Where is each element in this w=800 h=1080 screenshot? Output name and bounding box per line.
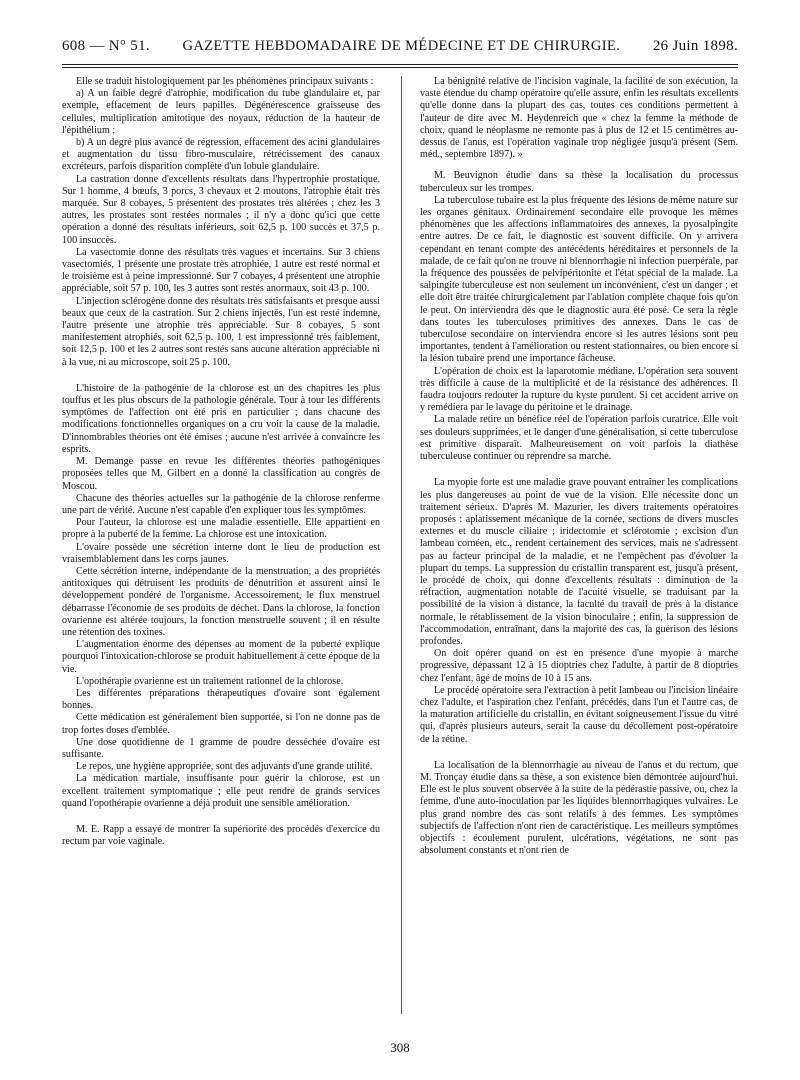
paragraph: M. Demange passe en revue les différentes théories pathogéniques proposées telles que M. Gilbert en a donné la classification au congrès de Moscou. [62, 456, 380, 492]
paragraph: L'histoire de la pathogénie de la chlorose est un des chapitres les plus touffus et les plus obscurs de la pathologie générale. Tour à tour les différents symptômes de l'affection ont été pris en particulier ; dans chacune des modifications fonctionnelles organiques on a cru voir la cause de la maladie. D'innombrables théories ont été émises ; aucune n'est arrivée à convaincre les esprits. [62, 382, 380, 455]
running-header [62, 38, 738, 64]
paragraph: L'injection sclérogène donne des résultats très satisfaisants et presque aussi beaux que ceux de la castration. Sur 2 chiens injectés, l'un est resté indemne, l'autre présente une atrophie très appréciable. Sur 8 cobayes, 5 sont manifestement atrophiés, soit 62,5 p. 100, 1 est impressionné très faiblement, soit 12,5 p. 100 et les 2 autres sont restés sans aucune altération appréciable ni à la vue, ni au microscope, soit 25 p. 100. [62, 295, 380, 368]
paragraph: M. Beuvignon étudie dans sa thèse la localisation du processus tuberculeux sur les trompes. [420, 170, 738, 194]
paragraph: Elle se traduit histologiquement par les phénomènes principaux suivants : [76, 76, 374, 87]
paragraph: La localisation de la blennorrhagie au niveau de l'anus et du rectum, que M. Tronçay étudie dans sa thèse, a son existence bien démontrée aujourd'hui. Elle est le plus souvent observée à la suite de la pédérastie passive, ou, chez la femme, d'une auto-inoculation par les liquides blennorrhagiques vulvaires. Le plus grand nombre des cas sont relatifs à des femmes. Les symptômes subjectifs de l'affection n'ont rien de caractéristique. Les meilleurs symptômes objectifs : écoulement purulent, ulcérations, végétations, ne sont pas absolument constants et n'ont rien de [420, 759, 738, 857]
paragraph: La castration donne d'excellents résultats dans l'hypertrophie prostatique. Sur 1 homme, 4 bœufs, 3 porcs, 3 chevaux et 2 moutons, l'atrophie était très marquée. Sur 8 cobayes, 5 présentent des prostates très altérées ; chez les 3 autres, les prostates sont restées normales ; il n'y a donc qu'ici que cette opération a donné des résultats inférieurs, soit 62,5 p. 100 succès et 37,5 p. 100 insuccès. [62, 173, 380, 246]
page-folio: 308 [390, 1040, 410, 1055]
paragraph: Pour l'auteur, la chlorose est une maladie essentielle. Elle appartient en propre à la puberté de la femme. La chlorose est une intoxication. [62, 517, 380, 541]
header-rule-top [62, 64, 738, 65]
paragraph: b) A un degré plus avancé de régression, effacement des acini glandulaires et augmentation du tissu fibro-musculaire, rétrécissement des canaux excréteurs, parfois disparition complète d'un lobule glandulaire. [62, 137, 380, 173]
paragraph: Une dose quotidienne de 1 gramme de poudre desséchée d'ovaire est suffisante. [62, 736, 380, 760]
paragraph: Le repos, une hygiène appropriée, sont des adjuvants d'une grande utilité. [76, 761, 373, 773]
page-number: 608 — N° 51. [62, 38, 150, 54]
paragraph: M. E. Rapp a essayé de montrer la supériorité des procédés d'exercice du rectum par voie vaginale. [62, 823, 380, 848]
paragraph: Les différentes préparations thérapeutiques d'ovaire sont également bonnes. [62, 687, 380, 712]
paragraph: Cette médication est généralement bien supportée, si l'on ne donne pas de trop fortes doses d'emblée. [62, 712, 380, 736]
left-column [62, 76, 380, 848]
paragraph: L'opothérapie ovarienne est un traitement rationnel de la chlorose. [76, 675, 344, 687]
paragraph: La tuberculose tubaire est la plus fréquente des lésions de même nature sur les organes génitaux. Ordinairement secondaire elle provoque les mêmes phénomènes que les affections inflammatoires des annexes, la pyosalpingite entre autres. De ce fait, le diagnostic est souvent difficile. On y arrivera cependant en tenant compte des antécédents héréditaires et personnels de la malade, de ce fait qu'on ne trouve ni blennorrhagie ni infection puerpérale, par la fréquence des poussées de pelvipéritonite et l'état spécial de la malade. La salpingite tuberculeuse est non seulement un inconvénient, c'est un danger ; et elle doit être traitée chirurgicalement par l'ablation complète chaque fois qu'on le peut. On interviendra dès que le diagnostic aura été posé. Ce sera la règle dans toutes les tuberculoses primitives des annexes. Dans le cas de tuberculose secondaire on interviendra encore si les autres lésions sont peu importantes, tendent à l'amélioration ou restent stationnaires, ou bien encore si la lésion tubaire prend une importance fâcheuse. [420, 194, 738, 365]
paragraph: Cette sécrétion interne, indépendante de la menstruation, a des propriétés antitoxiques qui détruisent les produits de dénutrition et assurent ainsi le développement pondéré de l'organisme. Accessoirement, le flux menstruel débarrasse l'économie de ses produits de déchet. Dans la chlorose, la fonction ovarienne est altérée toujours, la fonction menstruelle souvent ; il en résulte une rétention des toxines. [62, 565, 380, 638]
paragraph: a) A un faible degré d'atrophie, modification du tube glandulaire et, par exemple, effacement de leurs papilles. Dégénérescence graisseuse des cellules, multiplication amitotique des noyaux, réduction de la hauteur de l'épithélium ; [62, 88, 380, 136]
paragraph: On doit opérer quand on est en présence d'une myopie à marche progressive, dépassant 12 à 15 dioptries chez l'adulte, à partir de 8 dioptries chez l'enfant, âgé de moins de 10 à 15 ans. [420, 648, 738, 684]
paragraph: La médication martiale, insuffisante pour guérir la chlorose, est un excellent traitement symptomatique ; elle peut rendre de grands services quand l'opothérapie ovarienne a déjà produit une sensible amélioration. [62, 773, 380, 809]
header-rule-bottom [62, 67, 738, 68]
paragraph: L'opération de choix est la laparotomie médiane. L'opération sera souvent très difficile à cause de la multiplicité et de la résistance des adhérences. Il faudra toujours redouter la rupture du kyste purulent. Si cet accident arrive on y remédiera par le lavage du péritoine et le drainage. [420, 365, 738, 414]
paragraph: La vasectomie donne des résultats très vagues et incertains. Sur 3 chiens vasectomiés, 1 présente une prostate très atrophiée, 1 autre est resté normal et le troisième est à peine impressionné. Sur 7 cobayes, 4 présentent une atrophie appréciable, soit 57 p. 100, les 3 autres sont restés anormaux, soit 43 p. 100. [62, 246, 380, 295]
column-divider [401, 76, 402, 1014]
paragraph: Le procédé opératoire sera l'extraction à petit lambeau ou l'incision linéaire chez l'adulte, et l'aspiration chez l'enfant, précédés, dans l'un et l'autre cas, de la maturation artificielle du cristallin, en évitant soigneusement l'issue du vitré qui, d'après plusieurs auteurs, serait la cause du décollement post-opératoire de la rétine. [420, 684, 738, 745]
paragraph: La myopie forte est une maladie grave pouvant entraîner les complications les plus dangereuses au point de vue de la vision. Elle nécessite donc un traitement sérieux. D'après M. Mazurier, les divers traitements opératoires proposés : aplatissement mécanique de la cornée, sections de divers muscles externes et du muscle ciliaire ; iridectomie et sclérotomie ; excision d'un lambeau cornéen, etc., rendent certainement des services, mais ne s'adressent pas au facteur principal de la maladie, et ne l'empêchent pas d'évoluer la plupart du temps. La suppression du cristallin transparent est, jusqu'à présent, le procédé de choix, qui donne d'excellents résultats : diminution de la réfraction, augmentation notable de l'acuité visuelle, se traduisant par la possibilité de la vision à distance, la faculté du travail de près à la distance normale, le rétablissement de la vision binoculaire ; enfin, la suppression de l'accommodation, entraînant, dans la majorité des cas, la guérison des lésions profondes. [420, 477, 738, 647]
journal-title: GAZETTE HEBDOMADAIRE DE MÉDECINE ET DE CHIRURGIE. [182, 38, 621, 54]
paragraph: L'augmentation énorme des dépenses au moment de la puberté explique pourquoi l'intoxication-chlorose se produit habituellement à cette époque de la vie. [62, 639, 380, 675]
paragraph: L'ovaire possède une sécrétion interne dont le lieu de production est vraisemblablement dans les corps jaunes. [62, 541, 380, 565]
issue-date: 26 Juin 1898. [652, 38, 738, 54]
paragraph: Chacune des théories actuelles sur la pathogénie de la chlorose renferme une part de vérité. Aucune n'est capable d'en expliquer tous les symptômes. [62, 492, 380, 516]
paragraph: La malade retire un bénéfice réel de l'opération parfois curatrice. Elle voit ses douleurs supprimées, et le danger d'une généralisation, si cette tuberculose est primitive disparaît. Malheureusement on voit parfois la diathèse tuberculeuse continuer ou reprendre sa marche. [420, 414, 738, 463]
paragraph: La bénignité relative de l'incision vaginale, la facilité de son exécution, la vaste étendue du champ opératoire qu'elle assure, enfin les résultats excellents qu'elle donne dans la plupart des cas, toutes ces conditions permettent à l'auteur de dire avec M. Heydenreich que « chez la femme la méthode de choix, quand le néoplasme ne remonte pas à plus de 12 et 15 centimètres au-dessus de l'anus, est l'opération vaginale trop négligée jusqu'à présent (Sem. méd., septembre 1897). » [420, 76, 738, 161]
right-column [420, 76, 738, 857]
